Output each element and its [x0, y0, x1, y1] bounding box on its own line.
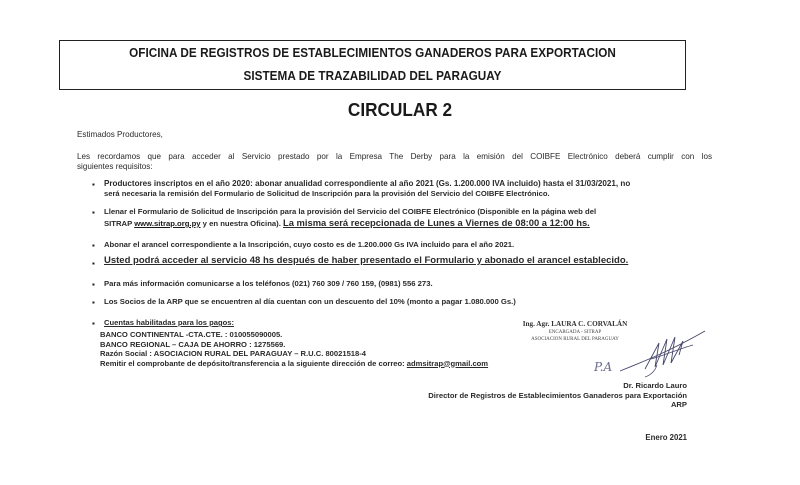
handwritten-initials: P.A — [594, 360, 613, 374]
item-member-discount: Los Socios de la ARP que se encuentren al día cuentan con un descuento del 10% (monto a pagar 1.080.000 Gs.) — [104, 297, 516, 306]
intro-line-1: Les recordamos que para acceder al Servicio prestado por la Empresa The Derby para la emisión del COIBFE Electrónico deberá cumplir con los — [77, 152, 712, 161]
page-title: CIRCULAR 2 — [347, 99, 453, 120]
bullet-icon: ▪ — [92, 319, 95, 328]
header-office: OFICINA DE REGISTROS DE ESTABLECIMIENTOS GANADEROS PARA EXPORTACION — [129, 46, 616, 60]
office-text: y en nuestra Oficina). — [200, 219, 283, 228]
item-annual-fee-line-2: será necesaria la remisión del Formulario de Solicitud de Inscripción para la provisión del Servicio del COIBFE Electrónico. — [104, 189, 550, 198]
bullet-icon: ▪ — [92, 208, 95, 217]
account-continental: BANCO CONTINENTAL -CTA.CTE. : 010055090005. — [100, 330, 283, 339]
account-regional: BANCO REGIONAL – CAJA DE AHORRO : 1275569. — [100, 339, 286, 349]
header-system: SISTEMA DE TRAZABILIDAD DEL PARAGUAY — [243, 69, 502, 83]
item-form-line-1: Llenar el Formulario de Solicitud de Inscripción para la provisión del Servicio del COIBFE Electrónico (Disponible en la página web del — [104, 207, 597, 216]
email-link[interactable]: admsitrap@gmail.com — [406, 358, 489, 368]
signatory-title: Director de Registros de Establecimientos Ganaderos para Exportación — [428, 390, 687, 400]
accounts-heading: Cuentas habilitadas para los pagos: — [104, 318, 234, 327]
item-registration-fee: Abonar el arancel correspondiente a la Inscripción, cuyo costo es de 1.200.000 Gs IVA incluido para el año 2021. — [104, 240, 515, 249]
bullet-icon: ▪ — [92, 298, 95, 307]
greeting: Estimados Productores, — [77, 130, 163, 139]
document-date: Enero 2021 — [645, 433, 687, 442]
bullet-icon: ▪ — [92, 180, 95, 189]
bullet-icon: ▪ — [92, 241, 95, 250]
business-name: Razón Social : ASOCIACION RURAL DEL PARAGUAY – R.U.C. 80021518-4 — [100, 349, 366, 358]
signatory-name: Dr. Ricardo Lauro — [623, 381, 687, 390]
reception-hours: La misma será recepcionada de Lunes a Viernes de 08:00 a 12:00 hs. — [283, 217, 590, 228]
accounts-block — [100, 330, 488, 368]
item-annual-fee-line-1: Productores inscriptos en el año 2020: abonar anualidad correspondiente al año 2021 (Gs. 1.200.000 IVA incluido) hasta el 31/03/2021, no — [104, 179, 631, 188]
signature-icon — [615, 325, 725, 380]
sitrap-label: SITRAP — [104, 219, 135, 228]
stamp-org: ASOCIACION RURAL DEL PARAGUAY — [531, 337, 619, 342]
intro-line-2: siguientes requisitos: — [77, 162, 153, 171]
stamp-role: ENCARGADA - SITRAP — [548, 330, 602, 335]
signatory-org: ARP — [670, 400, 687, 409]
header-box — [59, 40, 686, 90]
item-access-notice: Usted podrá acceder al servicio 48 hs después de haber presentado el Formulario y abonado el arancel establecido. — [104, 255, 629, 266]
bullet-icon: ▪ — [92, 280, 95, 289]
item-contact-phones: Para más información comunicarse a los teléfonos (021) 760 309 / 760 159, (0981) 556 273. — [104, 279, 433, 288]
bullet-icon: ▪ — [92, 259, 95, 268]
sitrap-website-link[interactable]: www.sitrap.org.py — [134, 219, 201, 228]
remit-instructions: Remitir el comprobante de depósito/transferencia a la siguiente dirección de correo: admsitrap@gmail.com — [100, 358, 489, 368]
signatory-block — [420, 381, 687, 410]
stamp-name: Ing. Agr. LAURA C. CORVALÁN — [522, 320, 628, 328]
item-form-line-2 — [104, 218, 590, 229]
